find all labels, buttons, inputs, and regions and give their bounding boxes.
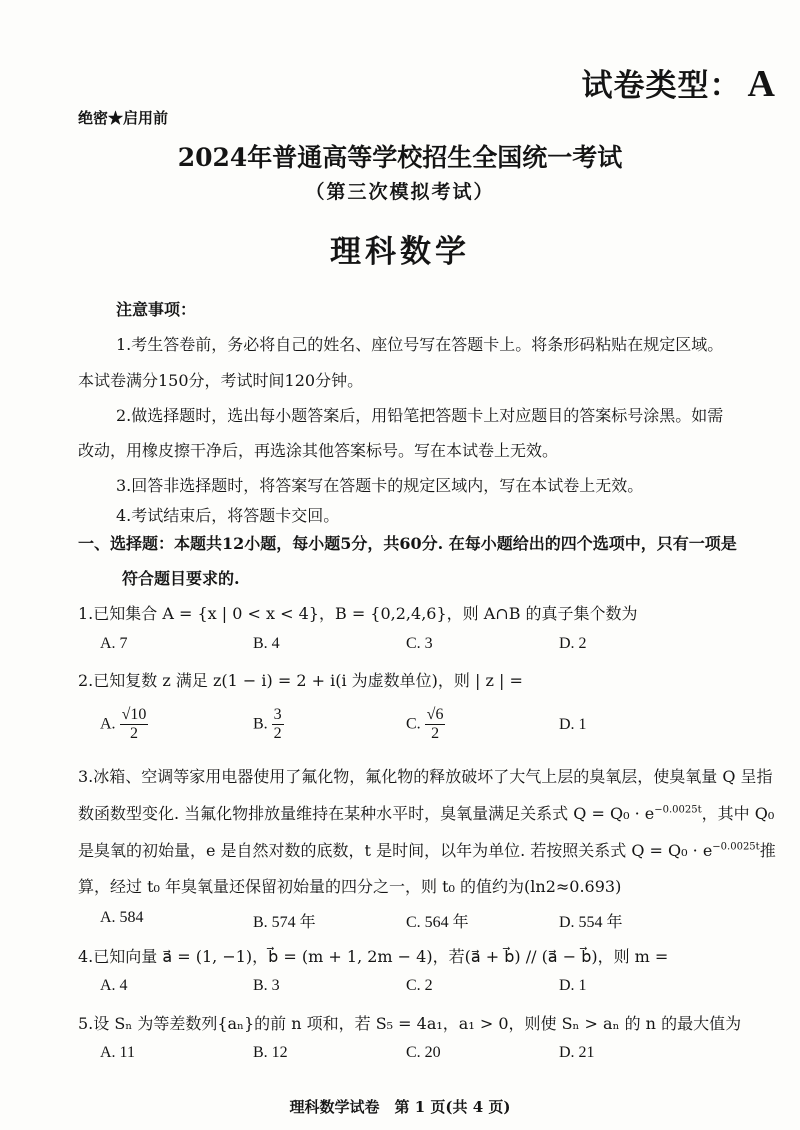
subject-title: 理科数学	[330, 234, 470, 270]
q2-option-b-fraction	[272, 706, 284, 744]
notice-heading: 注意事项：	[116, 300, 197, 319]
question-4-stem: 4.已知向量 a⃗ = (1, −1)，b⃗ = (m + 1, 2m − 4)，若(a⃗ + b⃗) // (a⃗ − b⃗)，则 m =	[78, 947, 669, 966]
question-3-line-2	[78, 801, 774, 824]
q1-option-b: B. 4	[253, 635, 280, 652]
q3-exponent-2: −0.0025t	[712, 841, 760, 853]
q5-option-c: C. 20	[406, 1044, 441, 1061]
q2-option-d: D. 1	[559, 716, 587, 733]
q1-option-c: C. 3	[406, 635, 433, 652]
notice-item-4: 4.考试结束后，将答题卡交回。	[116, 506, 340, 525]
q1-option-a: A. 7	[100, 635, 128, 652]
q2-option-c-fraction	[425, 706, 446, 744]
q3-line-3-tail: 推	[759, 841, 776, 860]
question-3-line-4: 算，经过 t₀ 年臭氧量还保留初始量的四分之一，则 t₀ 的值约为(ln2≈0.693)	[78, 877, 622, 896]
notice-item-1-cont: 本试卷满分150分，考试时间120分钟。	[78, 371, 364, 390]
confidential-mark: 绝密★启用前	[78, 109, 169, 127]
q3-line-3-text: 是臭氧的初始量，e 是自然对数的底数，t 是时间，以年为单位. 若按照关系式 Q = Q₀ · e	[78, 841, 713, 860]
q2-option-a-numerator: √10	[120, 706, 149, 725]
exam-title: 2024年普通高等学校招生全国统一考试	[177, 143, 623, 172]
q5-option-d: D. 21	[559, 1044, 595, 1061]
section-heading: 一、选择题：本题共12小题，每小题5分，共60分. 在每小题给出的四个选项中，只有一项是	[78, 534, 737, 553]
q3-option-b: B. 574 年	[253, 914, 316, 931]
q3-option-c: C. 564 年	[406, 914, 469, 931]
q2-option-b	[253, 706, 284, 744]
q2-option-c-label: C.	[406, 715, 421, 733]
q2-option-a-fraction	[120, 706, 149, 744]
q2-option-b-label: B.	[253, 715, 268, 733]
q5-option-b: B. 12	[253, 1044, 288, 1061]
q2-option-a-label: A.	[100, 715, 116, 733]
section-heading-cont: 符合题目要求的.	[122, 569, 240, 588]
q3-line-2-tail: ，其中 Q₀	[701, 804, 775, 823]
q1-option-d: D. 2	[559, 635, 587, 652]
paper-type-letter: A	[747, 63, 776, 105]
q2-option-c-denominator: 2	[431, 725, 440, 743]
paper-type-label	[582, 60, 776, 106]
q3-line-2-text: 数函数型变化. 当氟化物排放量维持在某种水平时，臭氧量满足关系式 Q = Q₀ · e	[78, 804, 655, 823]
q2-option-b-numerator: 3	[272, 706, 284, 725]
q2-option-b-denominator: 2	[273, 725, 282, 743]
paper-type-text: 试卷类型：	[581, 68, 742, 104]
q5-option-a: A. 11	[100, 1044, 135, 1061]
notice-item-3: 3.回答非选择题时，将答案写在答题卡的规定区域内，写在本试卷上无效。	[116, 476, 644, 495]
q3-option-a: A. 584	[100, 909, 144, 926]
question-3-line-3	[78, 838, 776, 861]
q4-option-b: B. 3	[253, 977, 280, 994]
exam-subtitle: （第三次模拟考试）	[305, 181, 495, 203]
q2-option-c	[406, 706, 445, 744]
page-footer: 理科数学试卷 第 1 页(共 4 页)	[289, 1098, 511, 1116]
notice-item-2-cont: 改动，用橡皮擦干净后，再选涂其他答案标号。写在本试卷上无效。	[78, 441, 559, 460]
q2-option-c-numerator: √6	[425, 706, 446, 725]
question-2-stem: 2.已知复数 z 满足 z(1 − i) = 2 + i(i 为虚数单位)，则 | z | =	[78, 671, 523, 690]
notice-item-1: 1.考生答卷前，务必将自己的姓名、座位号写在答题卡上。将条形码粘贴在规定区域。	[116, 335, 724, 354]
question-3-line-1: 3.冰箱、空调等家用电器使用了氟化物，氟化物的释放破坏了大气上层的臭氧层，使臭氧量 Q 呈指	[78, 767, 773, 786]
q2-option-a-denominator: 2	[129, 725, 138, 743]
question-1-stem: 1.已知集合 A = {x | 0 < x < 4}，B = {0,2,4,6}，则 A∩B 的真子集个数为	[78, 604, 638, 623]
q3-option-d: D. 554 年	[559, 914, 623, 931]
q3-exponent-1: −0.0025t	[654, 804, 702, 816]
q2-option-a	[100, 706, 148, 744]
q4-option-d: D. 1	[559, 977, 587, 994]
q4-option-c: C. 2	[406, 977, 433, 994]
notice-item-2: 2.做选择题时，选出每小题答案后，用铅笔把答题卡上对应题目的答案标号涂黑。如需	[116, 406, 724, 425]
question-5-stem: 5.设 Sₙ 为等差数列{aₙ}的前 n 项和，若 S₅ = 4a₁，a₁ > 0，则使 Sₙ > aₙ 的 n 的最大值为	[78, 1014, 742, 1033]
q4-option-a: A. 4	[100, 977, 128, 994]
